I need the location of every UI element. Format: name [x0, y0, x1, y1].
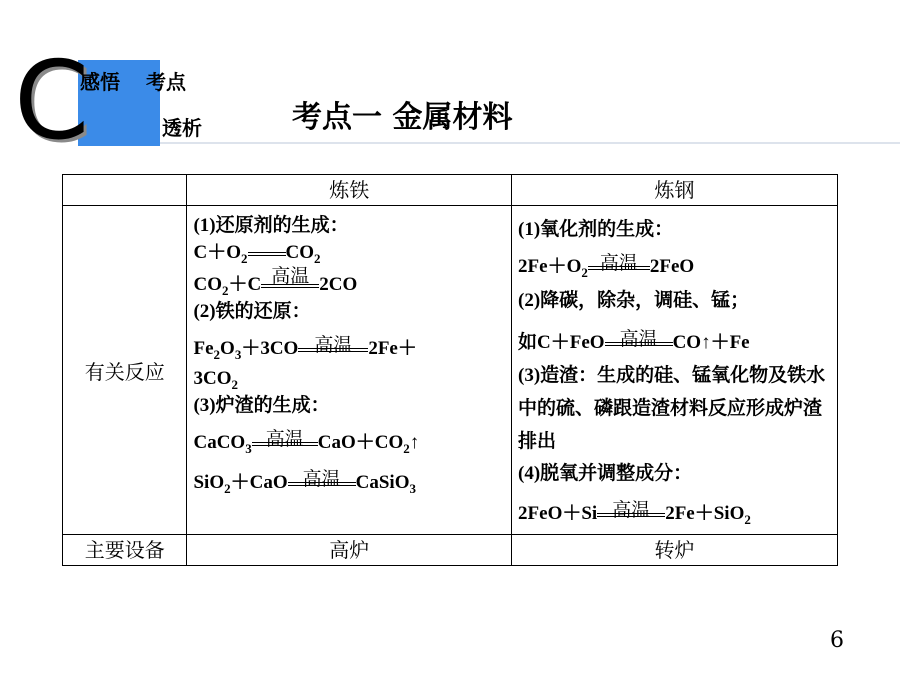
ironmaking-heading-3: (3)炉渣的生成： [193, 395, 330, 416]
page-title: 考点一 金属材料 [292, 100, 513, 135]
condition-high-temp: 高温 [271, 266, 310, 287]
section-label-c: 透析 [162, 116, 202, 140]
comparison-table [62, 174, 838, 566]
steelmaking-equation-1: $2Fe+O_2$ 高温 2FeO [518, 253, 695, 280]
condition-high-temp: 高温 [619, 329, 658, 350]
title-divider [160, 142, 900, 144]
steelmaking-equation-2: 如C＋FeO 高温 CO↑＋Fe [518, 329, 750, 353]
col-header-steelmaking: 炼钢 [512, 175, 838, 206]
ironmaking-equation-3: $Fe_2O_3+3CO$ 高温 2Fe＋ [193, 335, 417, 362]
table-row-equipment [63, 535, 838, 566]
steelmaking-heading-1: (1)氧化剂的生成： [518, 219, 674, 240]
condition-high-temp: 高温 [314, 335, 353, 356]
section-label-b: 考点 [146, 70, 186, 94]
steelmaking-heading-4: (4)脱氧并调整成分： [518, 463, 693, 484]
ironmaking-equation-2: $CO_2+C$ 高温 2CO [193, 266, 358, 298]
equipment-steelmaking: 转炉 [512, 535, 838, 566]
steelmaking-heading-3: (3)造渣：生成的硅、锰氧化物及铁水中的硫、磷跟造渣材料反应形成炉渣排出 [518, 365, 826, 452]
ironmaking-equation-3-cont: $3CO_2$ [193, 368, 238, 392]
ironmaking-equation-1: $C+O_2$ $CO_2$ [193, 242, 321, 266]
condition-high-temp: 高温 [612, 500, 651, 521]
table-header-row [63, 175, 838, 206]
condition-high-temp: 高温 [302, 469, 341, 490]
condition-high-temp: 高温 [599, 253, 638, 274]
row-label-equipment: 主要设备 [63, 535, 187, 566]
section-badge-letter: C [14, 39, 86, 164]
row-label-reactions: 有关反应 [63, 206, 187, 535]
page-number: 6 [830, 628, 844, 653]
table-row-reactions [63, 206, 838, 535]
col-header-ironmaking: 炼铁 [187, 175, 512, 206]
steelmaking-reactions-cell [512, 206, 838, 535]
steelmaking-heading-2: (2)降碳，除杂，调硅、锰； [518, 290, 750, 311]
ironmaking-equation-5: SiO$_2$＋CaO 高温 CaSiO$_3$ [193, 469, 416, 496]
section-label-a: 感悟 [80, 70, 120, 94]
ironmaking-reactions-cell [187, 206, 512, 535]
ironmaking-equation-4: CaCO$_3$ 高温 $CaO+CO_2↑$ [193, 429, 420, 456]
ironmaking-heading-2: (2)铁的还原： [193, 301, 311, 322]
steelmaking-equation-3: 2FeO＋Si 高温 2Fe＋SiO$_2$ [518, 500, 751, 527]
ironmaking-heading-1: (1)还原剂的生成： [193, 215, 349, 236]
equipment-ironmaking: 高炉 [187, 535, 512, 566]
condition-high-temp: 高温 [265, 429, 304, 450]
table-corner-cell [63, 175, 187, 206]
